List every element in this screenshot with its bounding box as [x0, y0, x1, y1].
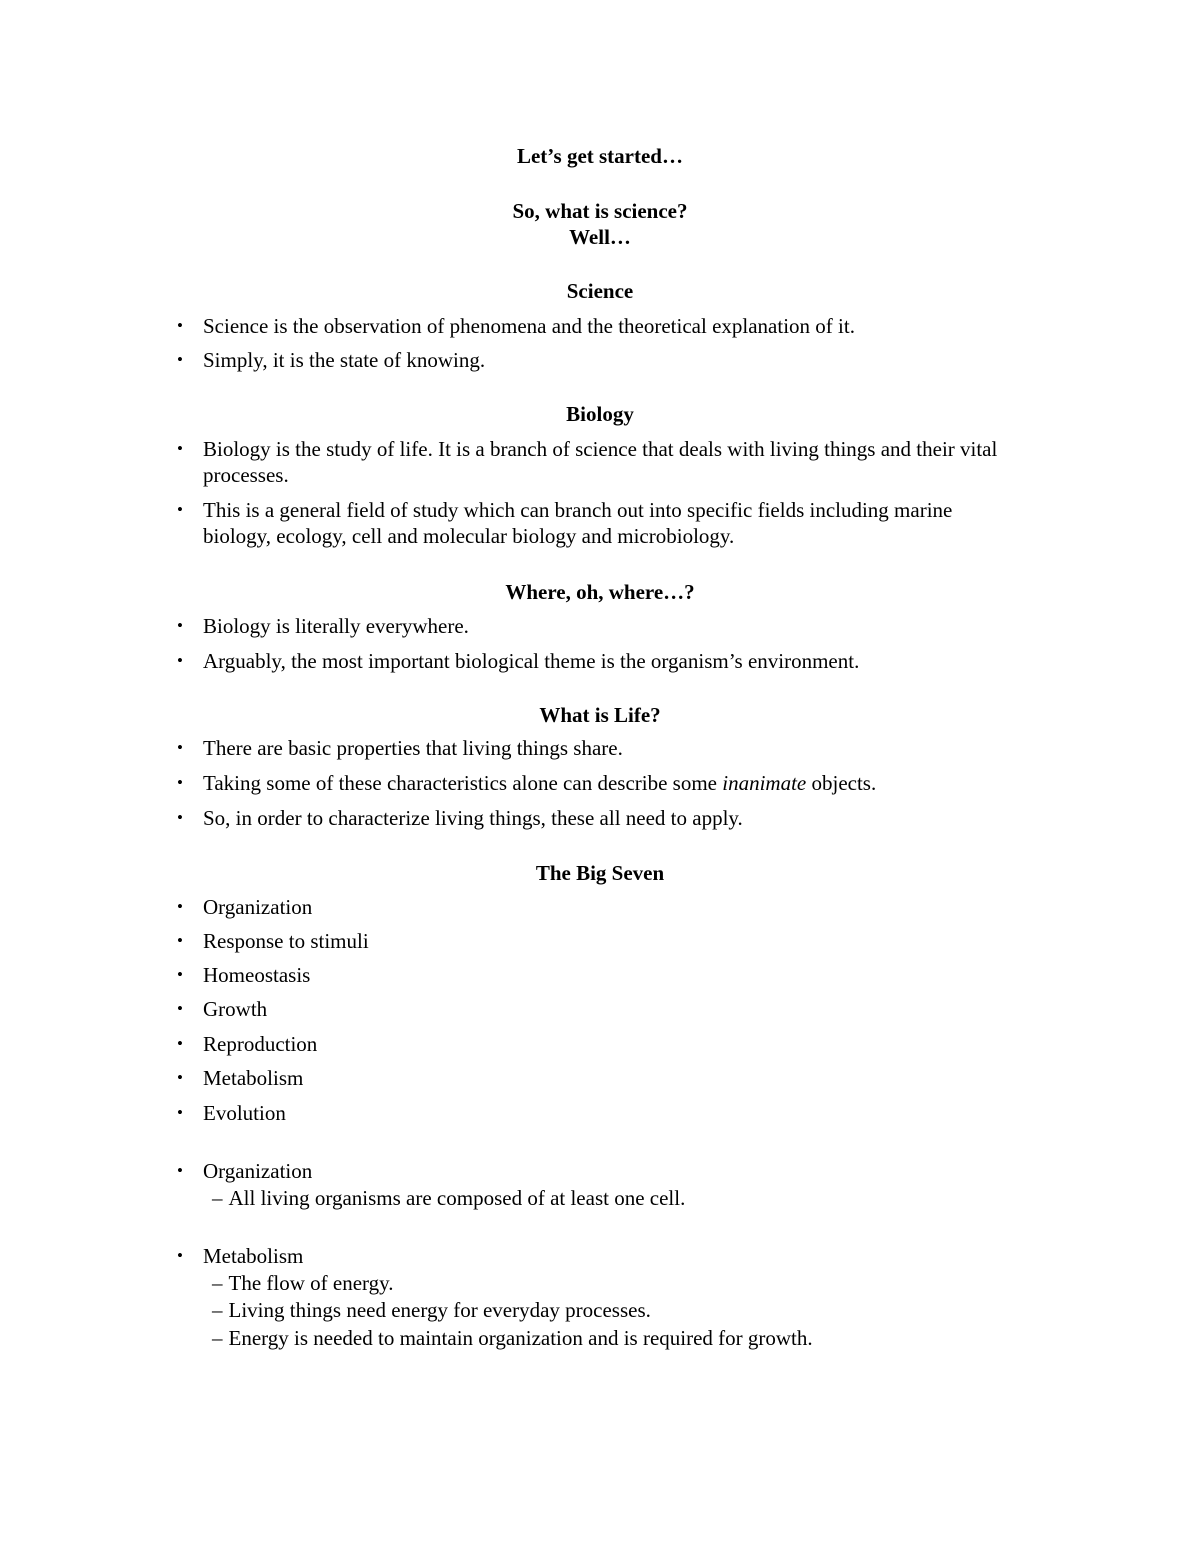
- dash-icon: –: [212, 1271, 223, 1295]
- list-item: [177, 613, 1017, 639]
- sub-list-item-text: Living things need energy for everyday processes.: [228, 1298, 651, 1322]
- sub-list-item: [212, 1270, 1012, 1296]
- list-item: [177, 962, 1017, 988]
- list-item: [177, 313, 1017, 339]
- list-item-text: So, in order to characterize living things, these all need to apply.: [203, 806, 743, 830]
- bullet-icon: •: [177, 965, 183, 984]
- dash-icon: –: [212, 1298, 223, 1322]
- bullet-icon: •: [177, 439, 183, 458]
- list-item-text: Evolution: [203, 1101, 286, 1125]
- list-item: [177, 1100, 1017, 1126]
- emphasized-word: inanimate: [722, 771, 807, 795]
- list-item: [177, 735, 1017, 761]
- bullet-icon: •: [177, 808, 183, 827]
- bullet-icon: •: [177, 738, 183, 757]
- bullet-icon: •: [177, 1034, 183, 1053]
- list-item: [177, 436, 1017, 488]
- bullet-icon: •: [177, 1103, 183, 1122]
- list-item-text: [203, 770, 1017, 796]
- title-lets-get-started: Let’s get started…: [516, 144, 683, 168]
- dash-icon: –: [212, 1186, 223, 1210]
- bullet-icon: •: [177, 773, 183, 792]
- list-item: [177, 805, 1017, 831]
- bullet-icon: •: [177, 616, 183, 635]
- well-heading: Well…: [569, 225, 631, 249]
- list-item-text: This is a general field of study which can branch out into specific fields including marine biology, ecology, cell and molecular biology and microbiology.: [203, 498, 953, 548]
- bullet-icon: •: [177, 897, 183, 916]
- sub-list-item-text: All living organisms are composed of at least one cell.: [228, 1186, 686, 1210]
- sub-list-item-text: The flow of energy.: [228, 1271, 394, 1295]
- list-item-text: Biology is the study of life. It is a branch of science that deals with living things and their vital processes.: [203, 437, 998, 487]
- list-item-text: Response to stimuli: [203, 929, 369, 953]
- list-item: [177, 1031, 1017, 1057]
- list-item: [177, 770, 1017, 796]
- list-item-text: Metabolism: [203, 1066, 304, 1090]
- list-item-text: Arguably, the most important biological theme is the organism’s environment.: [203, 649, 860, 673]
- list-item-metabolism: [177, 1243, 1017, 1269]
- sub-list-item: [212, 1297, 1012, 1323]
- bullet-icon: •: [177, 350, 183, 369]
- list-item-text: Biology is literally everywhere.: [203, 614, 469, 638]
- list-item-text: Science is the observation of phenomena and the theoretical explanation of it.: [203, 314, 855, 338]
- bullet-icon: •: [177, 500, 183, 519]
- list-item: [177, 996, 1017, 1022]
- bullet-icon: •: [177, 316, 183, 335]
- list-item-text: Organization: [203, 1159, 313, 1183]
- bullet-icon: •: [177, 651, 183, 670]
- section-heading-where: Where, oh, where…?: [505, 580, 695, 604]
- list-item: [177, 347, 1017, 373]
- question-heading: So, what is science?: [512, 199, 688, 223]
- sub-list-item: [212, 1185, 1012, 1211]
- list-item-text: Metabolism: [203, 1244, 304, 1268]
- sub-list-item: [212, 1325, 1012, 1351]
- sub-list-item-text: Energy is needed to maintain organization and is required for growth.: [228, 1326, 813, 1350]
- list-item-organization: [177, 1158, 1017, 1184]
- text-after: objects.: [806, 771, 877, 795]
- section-heading-biology: Biology: [566, 402, 634, 426]
- section-heading-life: What is Life?: [539, 703, 661, 727]
- list-item: [177, 648, 1017, 674]
- list-item-text: There are basic properties that living things share.: [203, 736, 623, 760]
- list-item: [177, 894, 1017, 920]
- bullet-icon: •: [177, 999, 183, 1018]
- list-item-text: Reproduction: [203, 1032, 318, 1056]
- list-item-text: Homeostasis: [203, 963, 311, 987]
- bullet-icon: •: [177, 931, 183, 950]
- list-item: [177, 1065, 1017, 1091]
- section-heading-big-seven: The Big Seven: [535, 861, 665, 885]
- list-item-text: Growth: [203, 997, 268, 1021]
- list-item: [177, 497, 1017, 549]
- list-item-text: Organization: [203, 895, 313, 919]
- bullet-icon: •: [177, 1068, 183, 1087]
- text-before: Taking some of these characteristics alone can describe some: [203, 771, 723, 795]
- list-item: [177, 928, 1017, 954]
- dash-icon: –: [212, 1326, 223, 1350]
- bullet-icon: •: [177, 1161, 183, 1180]
- bullet-icon: •: [177, 1246, 183, 1265]
- section-heading-science: Science: [566, 279, 634, 303]
- list-item-text: Simply, it is the state of knowing.: [203, 348, 486, 372]
